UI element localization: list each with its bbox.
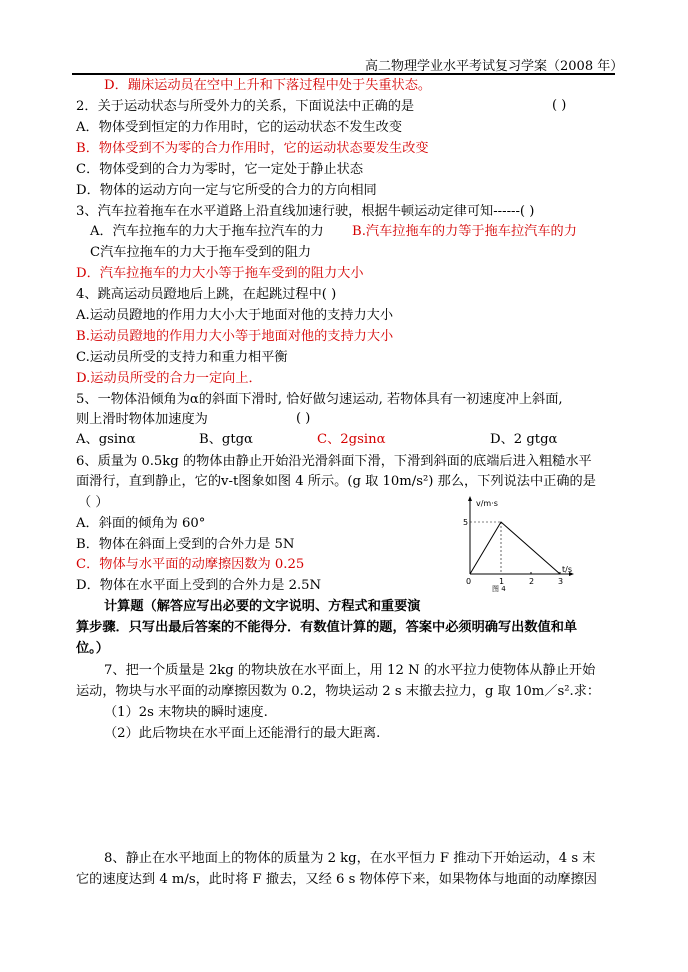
- q5-stem-line2: 则上滑时物体加速度为: [76, 412, 208, 427]
- q6-option-d: D．物体在水平面上受到的合外力是 2.5N: [76, 578, 322, 593]
- q7-part1: （1）2s 末物块的瞬时速度.: [104, 705, 268, 720]
- q2-option-d: D．物体的运动方向一定与它所受的合力的方向相同: [76, 183, 377, 198]
- q7-stem-line1: 7、把一个质量是 2kg 的物块放在水平面上，用 12 N 的水平拉力使物体从静止开始: [104, 663, 596, 678]
- x-axis-label: t/s: [562, 565, 572, 574]
- q4-stem: 4、跳高运动员蹬地后上跳，在起跳过程中( ): [76, 287, 337, 302]
- x-tick-2: 2: [529, 577, 535, 586]
- q6-option-b: B．物体在斜面上受到的合外力是 5N: [76, 537, 295, 552]
- y-axis-arrow: [468, 496, 472, 501]
- q4-option-d: D.运动员所受的合力一定向上．: [76, 371, 262, 386]
- q4-option-a: A.运动员蹬地的作用力大小大于地面对他的支持力大小: [76, 308, 394, 323]
- y-axis-label: v/m·s: [476, 499, 498, 508]
- q5-option-a: A、gsinα: [76, 432, 136, 447]
- x-tick-0: 0: [466, 577, 472, 586]
- figure-caption: 图 4: [492, 585, 506, 592]
- q3-option-c: C汽车拉拖车的力大于拖车受到的阻力: [90, 245, 312, 260]
- q5-stem-line1: 5、一物体沿倾角为α的斜面下滑时, 恰好做匀速运动, 若物体具有一初速度冲上斜面,: [76, 392, 563, 407]
- vt-line: [470, 522, 560, 574]
- q6-option-c: C．物体与水平面的动摩擦因数为 0.25: [76, 557, 305, 572]
- q5-option-c: C、2gsinα: [317, 432, 386, 447]
- q4-option-c: C.运动员所受的支持力和重力相平衡: [76, 350, 288, 365]
- q8-stem-line1: 8、静止在水平地面上的物体的质量为 2 kg，在水平恒力 F 推动下开始运动，4 s 末: [104, 851, 596, 866]
- q3-stem: 3、汽车拉着拖车在水平道路上沿直线加速行驶，根据牛顿运动定律可知------( ): [76, 204, 535, 219]
- x-tick-3: 3: [558, 577, 564, 586]
- q2-answer-paren: ( ): [552, 98, 567, 113]
- x-tick-1: 1: [499, 577, 505, 586]
- q2-stem: 2．关于运动状态与所受外力的关系，下面说法中正确的是: [76, 99, 415, 114]
- q5-answer-paren: ( ): [296, 411, 311, 426]
- q3-option-b: B.汽车拉拖车的力等于拖车拉汽车的力: [352, 224, 577, 239]
- q7-stem-line2: 运动，物块与水平面的动摩擦因数为 0.2，物块运动 2 s 末撤去拉力，g 取 10m／s².求：: [76, 684, 601, 699]
- q6-stem-line1: 6、质量为 0.5kg 的物体由静止开始沿光滑斜面下滑，下滑到斜面的底端后进入粗糙水平: [76, 454, 592, 469]
- q2-option-a: A．物体受到恒定的力作用时，它的运动状态不发生改变: [76, 120, 403, 135]
- q5-option-b: B、gtgα: [199, 432, 253, 447]
- y-tick-5: 5: [463, 518, 469, 527]
- q5-option-d: D、2 gtgα: [490, 432, 558, 447]
- q3-option-d: D．汽车拉拖车的力大小等于拖车受到的阻力大小: [76, 266, 364, 281]
- q8-stem-line2: 它的速度达到 4 m/s，此时将 F 撤去，又经 6 s 物体停下来，如果物体与地面的动摩擦因: [76, 872, 597, 887]
- q6-answer-paren: （ ）: [78, 495, 109, 510]
- page-header: 高二物理学业水平考试复习学案（2008 年）: [365, 59, 624, 74]
- q3-option-a: A．汽车拉拖车的力大于拖车拉汽车的力: [90, 224, 324, 239]
- q1-option-d: D．蹦床运动员在空中上升和下落过程中处于失重状态。: [104, 78, 432, 93]
- q2-option-b: B．物体受到不为零的合力作用时，它的运动状态要发生改变: [76, 141, 429, 156]
- calc-instructions-line1: 计算题（解答应写出必要的文字说明、方程式和重要演: [104, 599, 421, 614]
- q4-option-b: B.运动员蹬地的作用力大小等于地面对他的支持力大小: [76, 329, 394, 344]
- q6-stem-line2: 面滑行，直到静止，它的v-t图象如图 4 所示。(g 取 10m/s²) 那么，下列说法中正确的是: [76, 474, 596, 489]
- q6-option-a: A．斜面的倾角为 60°: [76, 516, 206, 531]
- calc-instructions-line2: 算步骤．只写出最后答案的不能得分．有数值计算的题，答案中必须明确写出数值和单: [76, 620, 578, 635]
- header-rule: [72, 73, 615, 75]
- q7-part2: （2）此后物块在水平面上还能滑行的最大距离.: [104, 726, 381, 741]
- q2-option-c: C．物体受到的合力为零时，它一定处于静止状态: [76, 162, 364, 177]
- calc-instructions-line3: 位。）: [76, 641, 109, 656]
- vt-graph-figure: [456, 494, 576, 592]
